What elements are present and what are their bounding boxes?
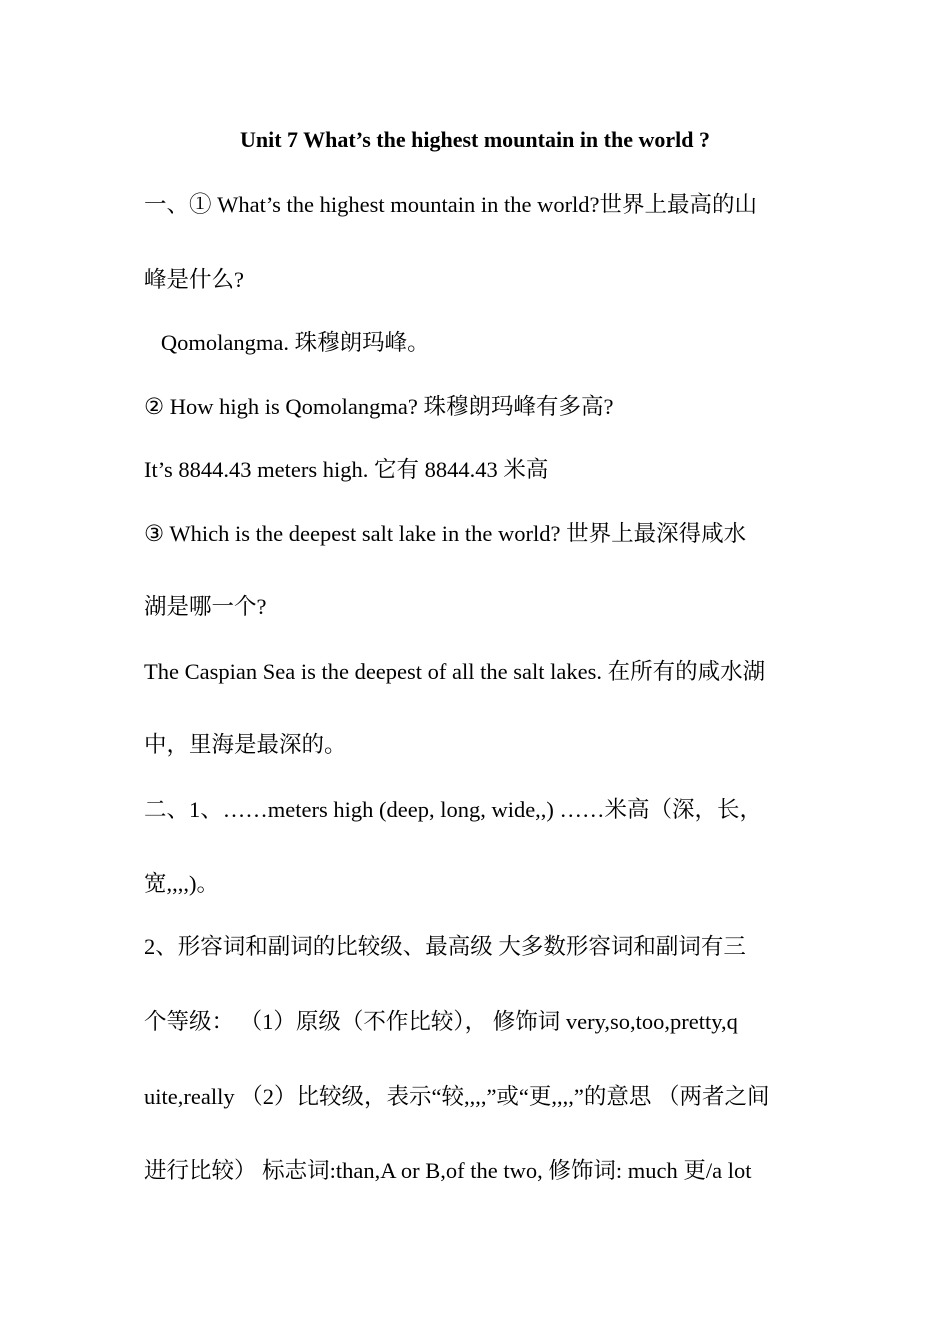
text-line: 宽,,,,)。 [144, 871, 219, 896]
text-line: 一、① What’s the highest mountain in the world?世界上最高的山 [144, 192, 758, 217]
text-line: 2、形容词和副词的比较级、最高级 大多数形容词和副词有三 [144, 934, 746, 959]
text-line: The Caspian Sea is the deepest of all the salt lakes. 在所有的咸水湖 [144, 659, 766, 684]
text-line: 进行比较） 标志词:than,A or B,of the two, 修饰词: much 更/a lot [144, 1158, 752, 1183]
text-line: ③ Which is the deepest salt lake in the world? 世界上最深得咸水 [144, 521, 747, 546]
text-line: Qomolangma. 珠穆朗玛峰。 [144, 330, 430, 355]
text-line: ② How high is Qomolangma? 珠穆朗玛峰有多高? [144, 394, 614, 419]
text-line: 中，里海是最深的。 [144, 732, 347, 757]
text-line: It’s 8844.43 meters high. 它有 8844.43 米高 [144, 457, 549, 482]
document-title: Unit 7 What’s the highest mountain in the world ? [239, 127, 710, 152]
text-line: 峰是什么? [144, 267, 244, 292]
text-line: 湖是哪一个? [144, 594, 267, 619]
text-line: uite,really （2）比较级，表示“较,,,,”或“更,,,,”的意思 （两者之间 [144, 1084, 770, 1109]
text-line: 二、1、……meters high (deep, long, wide,,) ……米高（深，长， [144, 797, 763, 822]
text-line: 个等级： （1）原级（不作比较）， 修饰词 very,so,too,pretty,q [144, 1009, 738, 1034]
